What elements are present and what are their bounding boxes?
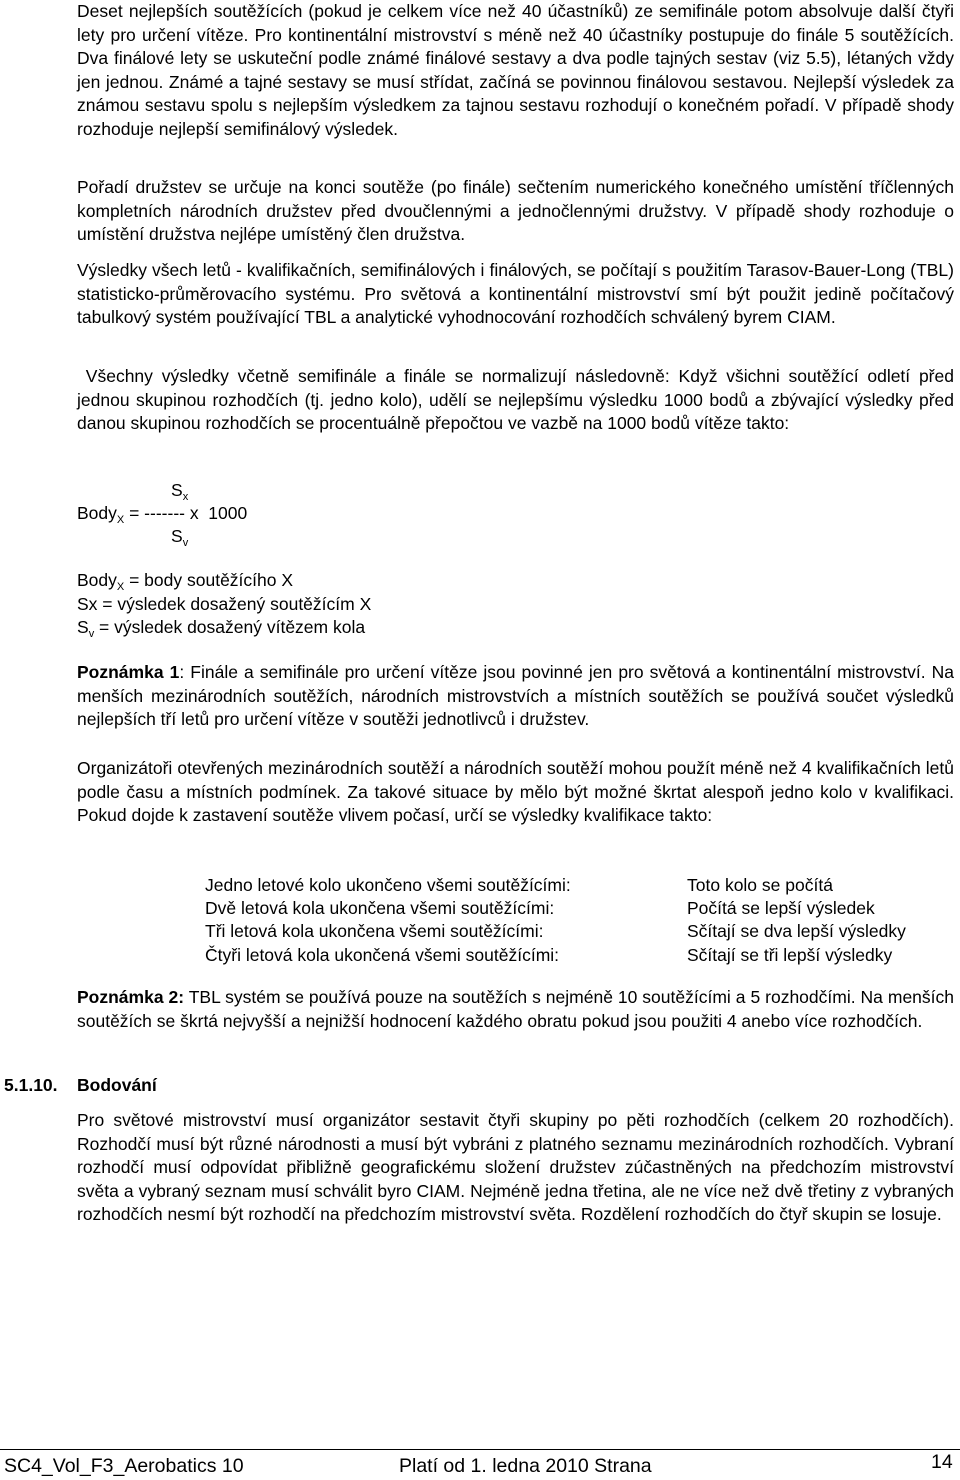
note-1-label: Poznámka 1 (77, 662, 180, 682)
paragraph-normalization: Všechny výsledky včetně semifinále a finále se normalizují následovně: Když všichni soutěžící odletí před jednou skupinou rozhodčích (tj. jedno kolo), udělí se nejlepšímu výsledku 1000 bodů a zbývající výsledky před danou skupinou rozhodčích se procentuálně přepočtou ve vazbě na 1000 bodů vítěze takto: (77, 366, 959, 433)
table-cell-condition: Dvě letová kola ukončena všemi soutěžícími: (205, 898, 555, 919)
formula-main-line: Body$_X$ = ------- x 1000 (77, 503, 248, 526)
definition-sx: Sx = výsledek dosažený soutěžícím X (77, 593, 372, 614)
footer-doc-name: SC4_Vol_F3_Aerobatics 10 (4, 1455, 244, 1477)
note-2-label: Poznámka 2: (77, 987, 185, 1007)
section-number: 5.1.10. (4, 1075, 58, 1095)
formula-denominator: $S_v$ (171, 526, 189, 549)
table-cell-condition: Tři letová kola ukončena všemi soutěžícími: (205, 921, 544, 942)
table-cell-condition: Jedno letové kolo ukončeno všemi soutěžícími: (205, 875, 571, 895)
note-2-text: TBL systém se používá pouze na soutěžích s nejméně 10 soutěžícími a 5 rozhodčími. Na menších soutěžích se škrtá nejvyšší a nejnižší hodnocení každého obratu pokud jsou použiti 4 anebo více rozhodčích. (77, 987, 954, 1031)
table-cell-condition: Čtyři letová kola ukončená všemi soutěžícími: (205, 944, 560, 965)
section-heading (4, 1074, 157, 1098)
section-title: Bodování (77, 1075, 157, 1095)
footer-validity: Platí od 1. ledna 2010 Strana (399, 1455, 652, 1477)
formula-definitions (77, 569, 371, 640)
table-cell-rule: Sčítají se tři lepší výsledky (687, 944, 893, 965)
definition-sv: $S_v$ = výsledek dosažený vítězem kola (77, 617, 366, 640)
definition-body-x: Body$_X$ = body soutěžícího X (77, 570, 294, 593)
note-2 (77, 986, 954, 1033)
paragraph-judges: Pro světové mistrovství musí organizátor sestavit čtyři skupiny po pěti rozhodčích (celkem 20 rozhodčích). Rozhodčí musí být různé národnosti a musí být vybráni z platného seznamu mezinárodních rozhodčích. Vybraní rozhodčí musí odpovídat přibližně geografickému složení družstev zúčastněných na předchozím mistrovství světa a vybraný seznam musí schválit byro CIAM. Nejméně jedna třetina, ale ne více než dvě třetiny z vybraných rozhodčích nesmí být rozhodčí na předchozím mistrovství světa. Rozdělení rozhodčích do čtyř skupin se losuje. (77, 1110, 954, 1224)
paragraph-open-competitions: Organizátoři otevřených mezinárodních soutěží a národních soutěží mohou použít méně než 4 kvalifikačních letů podle času a místních podmínek. Za takové situace by mělo být možné škrtat alespoň jedno kolo v kvalifikaci. Pokud dojde k zastavení soutěže vlivem počasí, určí se výsledky kvalifikace takto: (77, 758, 954, 825)
paragraph-team-ranking: Pořadí družstev se určuje na konci soutěže (po finále) sečtením numerického konečného umístění tříčlenných kompletních národních družstev před dvoučlennými a jednočlennými družstvy. V případě shody rozhoduje o umístění družstva nejlépe umístěný člen družstva. (77, 177, 954, 244)
note-1 (77, 661, 954, 732)
table-cell-rule: Počítá se lepší výsledek (687, 898, 875, 919)
paragraph-tbl-system: Výsledky všech letů - kvalifikačních, semifinálových i finálových, se počítají s použitím Tarasov-Bauer-Long (TBL) statisticko-průměrovacího systému. Pro světová a kontinentální mistrovství smí být použit jedině počítačový tabulkový systém používající TBL a analytické vyhodnocování rozhodčích schválený byrem CIAM. (77, 260, 954, 327)
table-cell-rule: Toto kolo se počítá (687, 875, 833, 895)
footer-page-number: 14 (931, 1451, 953, 1473)
note-1-text: : Finále a semifinále pro určení vítěze jsou povinné jen pro světová a kontinentální mistrovství. Na menších mezinárodních soutěžích, národních mistrovstvích a místních soutěžích se používá součet výsledků nejlepších tří letů pro určení vítěze v soutěži jednotlivců i družstev. (77, 662, 955, 729)
formula-numerator: $S_x$ (171, 480, 189, 503)
page-footer (0, 1449, 960, 1480)
table-cell-rule: Sčítají se dva lepší výsledky (687, 921, 906, 942)
paragraph-final-rounds: Deset nejlepších soutěžících (pokud je celkem více než 40 účastníků) ze semifinále potom absolvuje další čtyři lety pro určení vítěze. Pro kontinentální mistrovství s méně než 40 účastníky postupuje do finále 5 soutěžících. Dva finálové lety se uskuteční podle známé finálové sestavy a dva podle tajných sestav (viz 5.5), létaných vždy jen jednou. Známé a tajné sestavy se musí střídat, začíná se povinnou finálovou sestavou. Nejlepší výsledek za známou sestavu spolu s nejlepším výsledkem za tajnou sestavu rozhodují o konečném pořadí. V případě shody rozhoduje nejlepší semifinálový výsledek. (77, 1, 954, 139)
